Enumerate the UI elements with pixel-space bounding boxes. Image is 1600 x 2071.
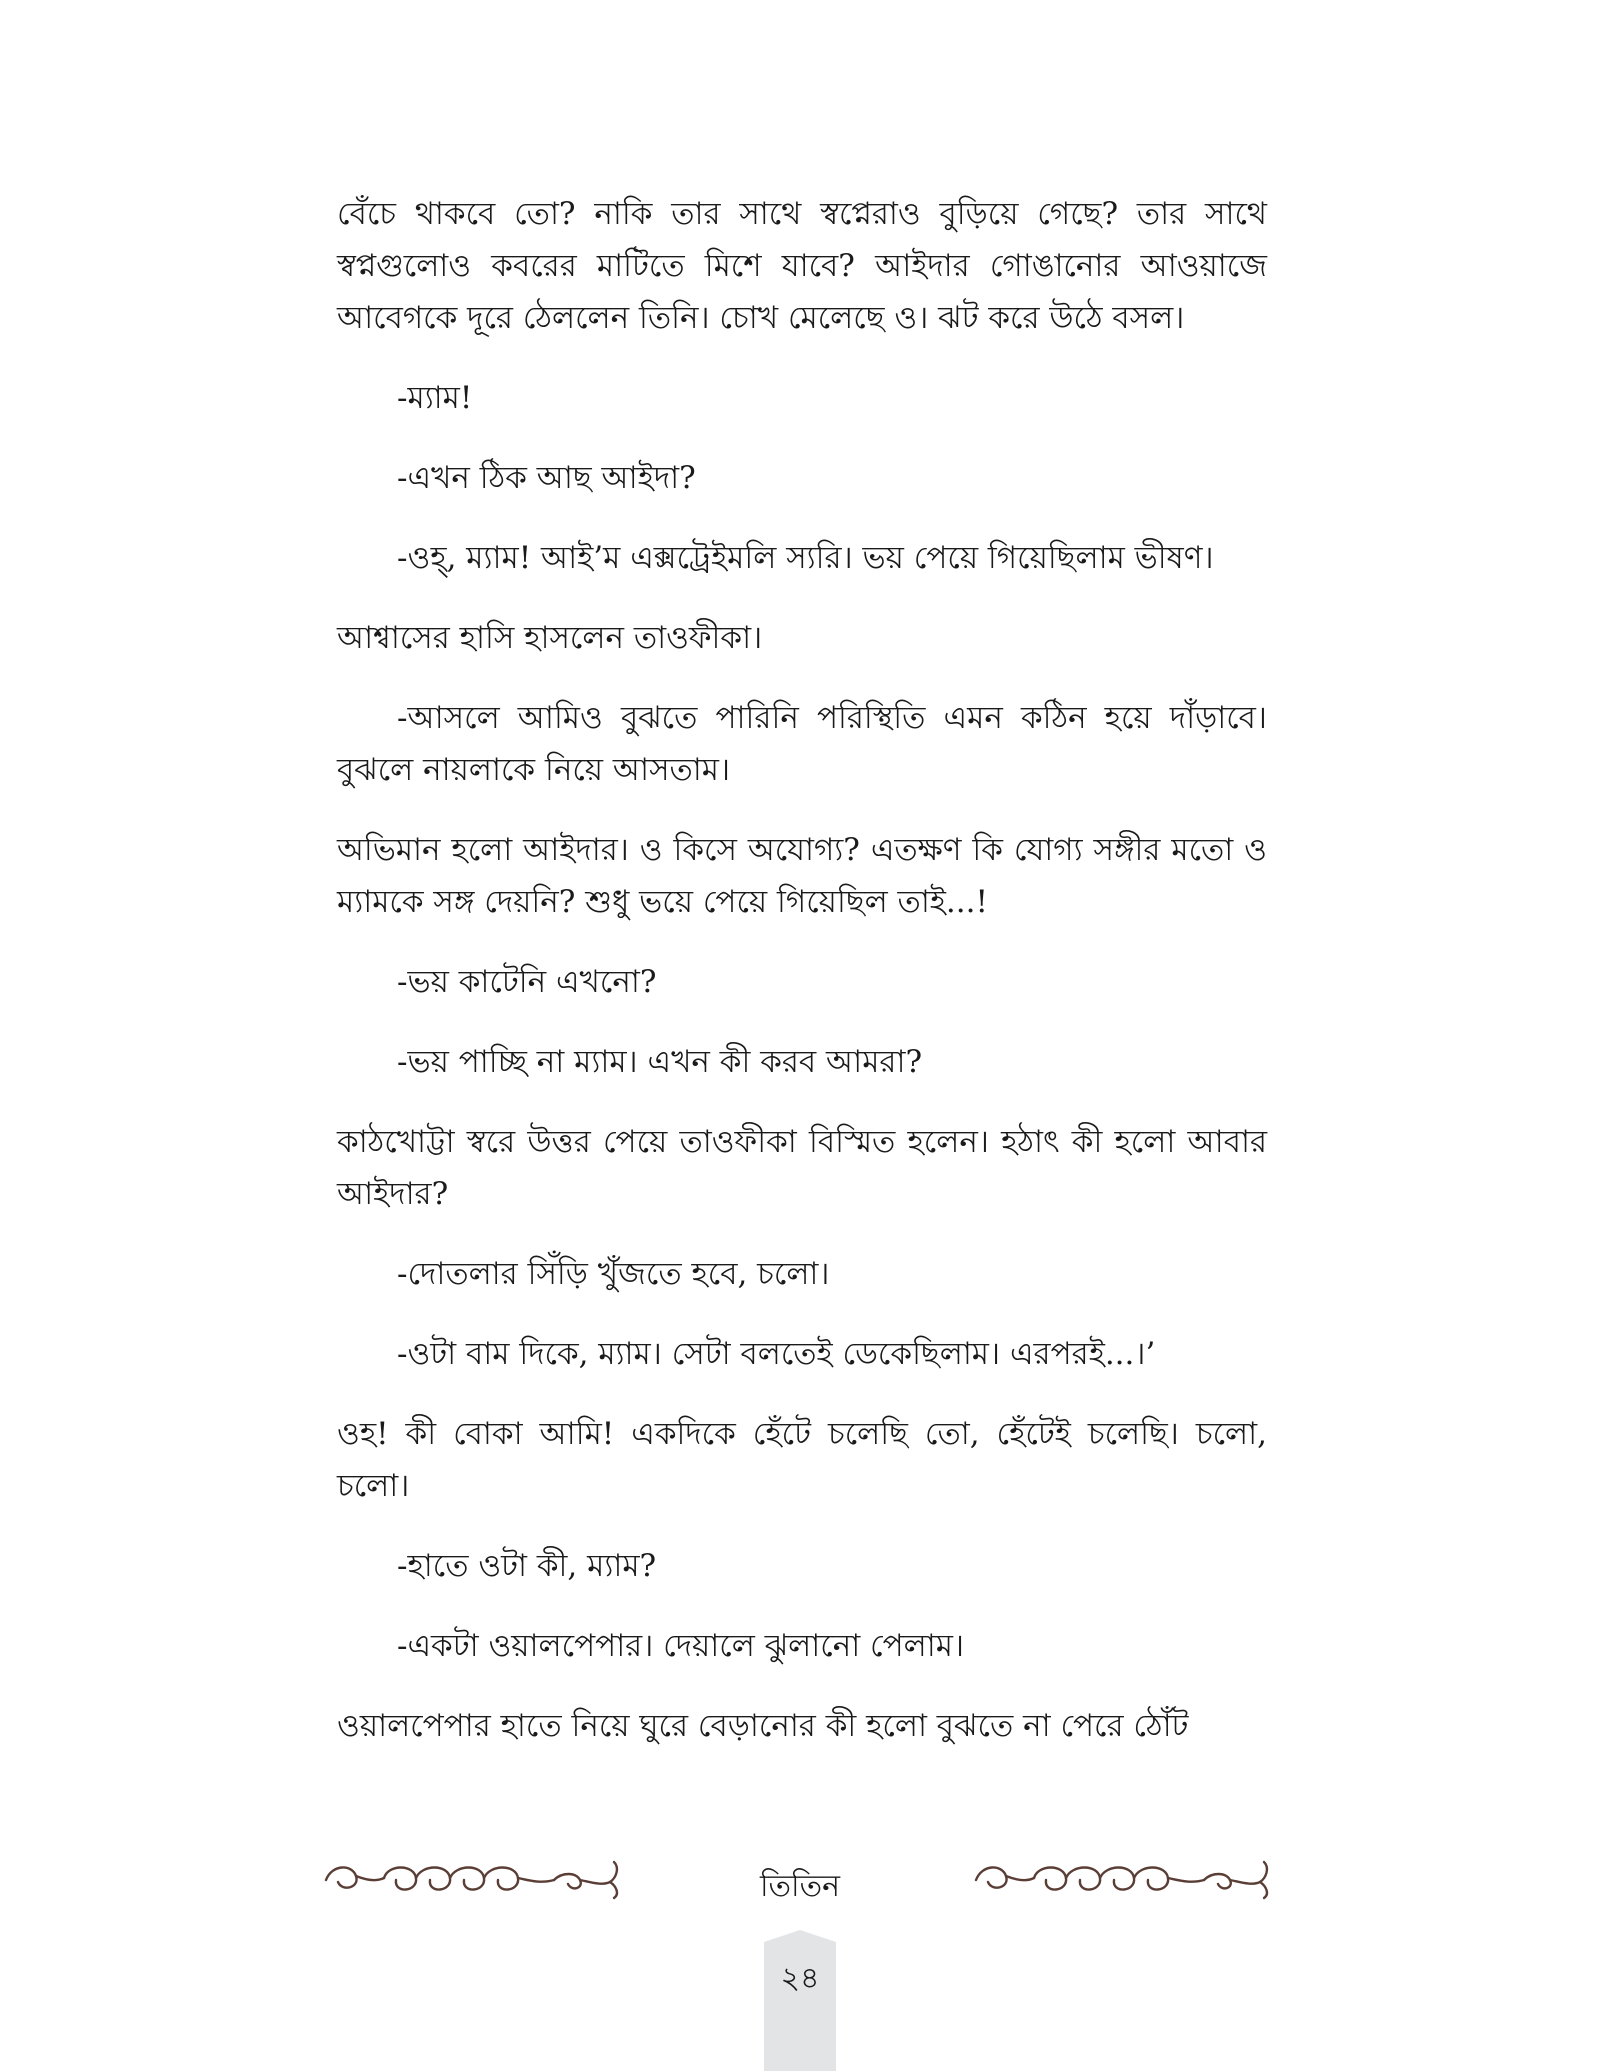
- paragraph: বেঁচে থাকবে তো? নাকি তার সাথে স্বপ্নেরাও বুড়িয়ে গেছে? তার সাথে স্বপ্নগুলোও কবরের মাটিতে মিশে যাবে? আইদার গোঙানোর আওয়াজে আবেগকে দূরে ঠেললেন তিনি। চোখ মেলেছে ও। ঝট করে উঠে বসল।: [337, 196, 1267, 336]
- paragraph: আশ্বাসের হাসি হাসলেন তাওফীকা।: [337, 620, 763, 656]
- page-number-tab: [764, 1930, 836, 2071]
- dialog-line: -হাতে ওটা কী, ম্যাম?: [397, 1548, 657, 1584]
- dialog-line: -ভয় পাচ্ছি না ম্যাম। এখন কী করব আমরা?: [397, 1044, 923, 1080]
- page-number: ২৪: [780, 1961, 820, 1996]
- page-footer: [0, 1840, 1600, 2071]
- dialog-line: -ওহ্, ম্যাম! আই’ম এক্সট্রেইমলি স্যরি। ভয় পেয়ে গিয়েছিলাম ভীষণ।: [397, 540, 1214, 576]
- paragraph: অভিমান হলো আইদার। ও কিসে অযোগ্য? এতক্ষণ কি যোগ্য সঙ্গীর মতো ও ম্যামকে সঙ্গ দেয়নি? শুধু ভয়ে পেয়ে গিয়েছিল তাই...!: [337, 832, 1267, 920]
- dialog-line: -ভয় কাটেনি এখনো?: [397, 964, 657, 1000]
- paragraph: কাঠখোট্টা স্বরে উত্তর পেয়ে তাওফীকা বিস্মিত হলেন। হঠাৎ কী হলো আবার আইদার?: [337, 1124, 1267, 1212]
- dialog-line: -একটা ওয়ালপেপার। দেয়ালে ঝুলানো পেলাম।: [397, 1628, 965, 1664]
- swirl-ornament-icon: [968, 1850, 1278, 1906]
- paragraph: ওহ! কী বোকা আমি! একদিকে হেঁটে চলেছি তো, হেঁটেই চলেছি। চলো, চলো।: [337, 1416, 1267, 1504]
- dialog-line: -আসলে আমিও বুঝতে পারিনি পরিস্থিতি এমন কঠিন হয়ে দাঁড়াবে। বুঝলে নায়লাকে নিয়ে আসতাম।: [337, 700, 1267, 788]
- dialog-line: -ম্যাম!: [397, 380, 473, 416]
- dialog-line: -ওটা বাম দিকে, ম্যাম। সেটা বলতেই ডেকেছিলাম। এরপরই...।’: [397, 1336, 1156, 1372]
- dialog-line: -দোতলার সিঁড়ি খুঁজতে হবে, চলো।: [397, 1256, 830, 1292]
- swirl-ornament-icon: [318, 1850, 628, 1906]
- running-title: তিতিন: [759, 1869, 841, 1904]
- dialog-line: -এখন ঠিক আছ আইদা?: [397, 460, 696, 496]
- body-text: [337, 188, 1267, 1752]
- paragraph: ওয়ালপেপার হাতে নিয়ে ঘুরে বেড়ানোর কী হলো বুঝতে না পেরে ঠোঁট: [337, 1708, 1189, 1744]
